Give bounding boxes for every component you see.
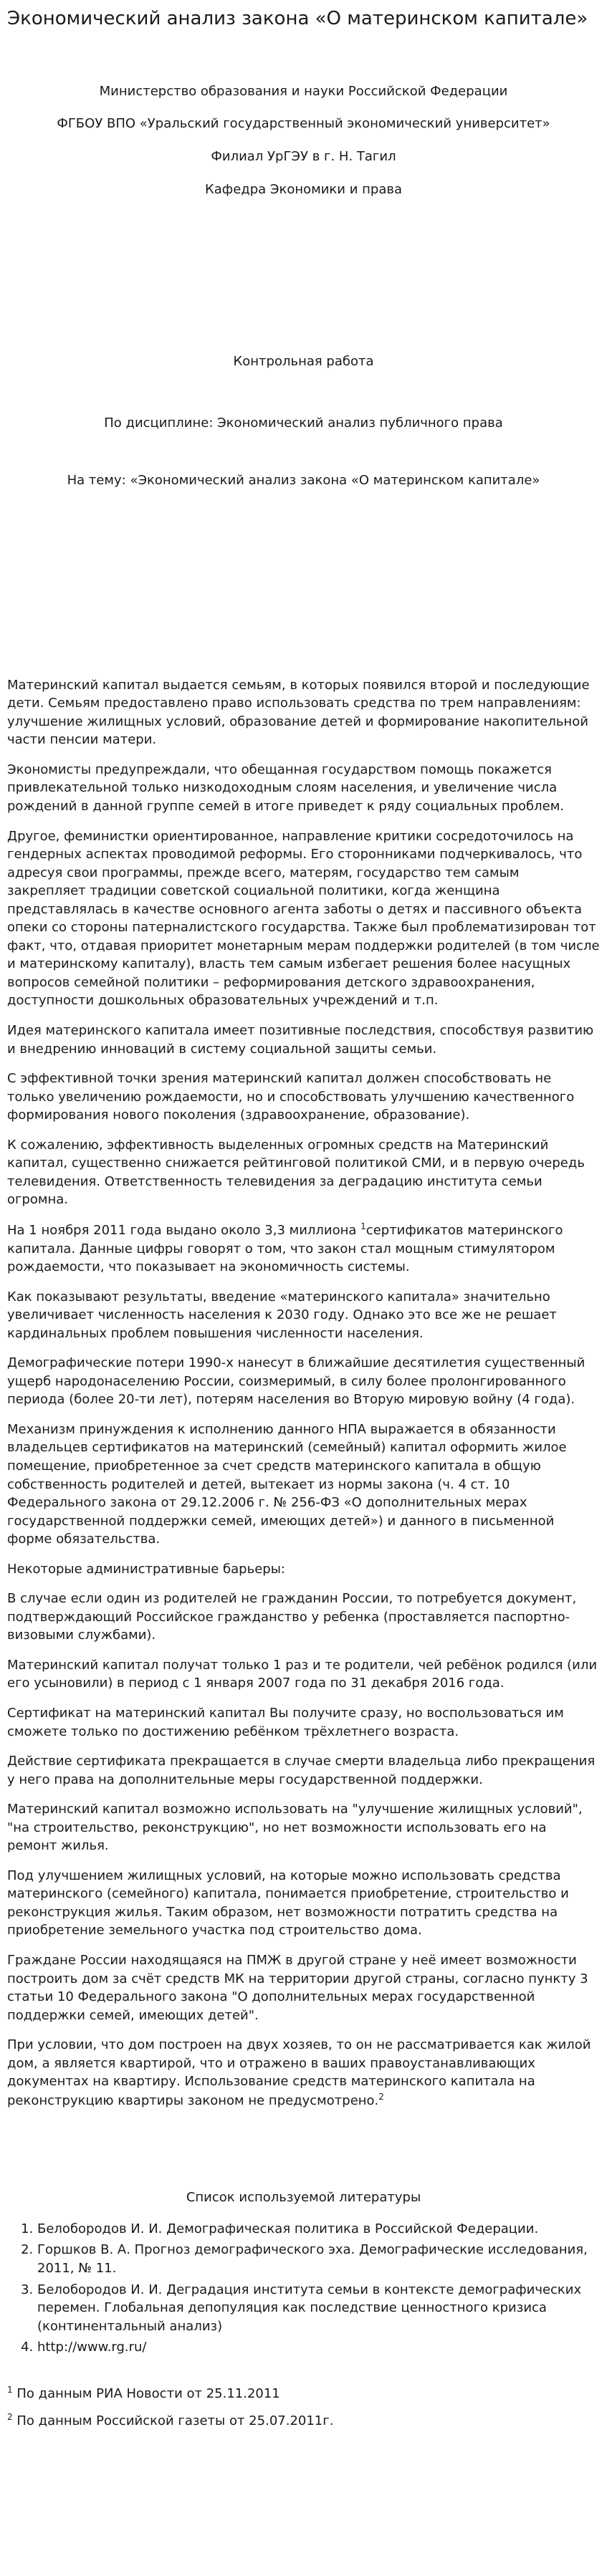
footnote-ref-1[interactable]: 1 [360, 1221, 366, 1231]
body-paragraph: Некоторые административные барьеры: [7, 1561, 285, 1577]
body-paragraph: К сожалению, эффективность выделенных огромных средств на Материнский капитал, существенно снижается рейтинговой политикой СМИ, и в первую очередь телевидения. Ответственность телевидения за деградацию института семьи огромна. [7, 1137, 585, 1208]
last-paragraph-text: При условии, что дом построен на двух хозяев, то он не рассматривается как жилой дом, а является квартирой, что и отражено в ваших правоустанавливающих документах на квартиру. Использование средств материнского капитала на реконструкцию квартиры законом не предусмотрено. [7, 2037, 591, 2108]
body-paragraph: Действие сертификата прекращается в случае смерти владельца либо прекращения у него права на дополнительные меры государственной поддержки. [7, 1754, 596, 1787]
page-title: Экономический анализ закона «О материнском капитале» [7, 8, 588, 29]
footnotes [7, 2384, 600, 2431]
footnote-1-number: 1 [7, 2384, 13, 2395]
discipline-line: По дисциплине: Экономический анализ публичного права [104, 415, 503, 431]
footnote-2-text: По данным Российской газеты от 25.07.2011г. [12, 2413, 334, 2429]
theme-line: На тему: «Экономический анализ закона «О материнском капитале» [67, 473, 540, 489]
department-line: Кафедра Экономики и права [205, 181, 402, 197]
body-paragraph: Демографические потери 1990-х нанесут в ближайшие десятилетия существенный ущерб народонаселению России, соизмеримый, в силу более пролонгированного периода (более 20-ти лет), потерям населения во Вторую мировую войну (4 года). [7, 1355, 586, 1408]
reference-item: 3. Белобородов И. И. Деградация института семьи в контексте демографических перемен. Глобальная депопуляция как последствие ценностного кризиса (континентальный анализ) [37, 2281, 600, 2336]
body-paragraph: Идея материнского капитала имеет позитивные последствия, способствуя развитию и внедрению инноваций в систему социальной защиты семьи. [7, 1023, 594, 1057]
body-paragraph: Экономисты предупреждали, что обещанная государством помощь покажется привлекательной только низкодоходным слоям населения, и увеличение числа рождений в данной группе семей в итоге приведет к ряду социальных проблем. [7, 761, 565, 814]
document-body [7, 676, 600, 2110]
body-paragraph: Механизм принуждения к исполнению данного НПА выражается в обязанности владельцев сертификатов на материнский (семейный) капитал оформить жилое помещение, приобретенное за счет средств материнского капитала в общую собственность родителей и детей, вытекает из нормы закона (ч. 4 ст. 10 Федерального закона от 29.12.2006 г. № 256-ФЗ «О дополнительных мерах государственной поддержки семей, имеющих детей») и данного в письменной форме обязательства. [7, 1421, 567, 1547]
body-paragraph: Материнский капитал выдается семьям, в которых появился второй и последующие дети. Семьям предоставлено право использовать средства по трем направлениям: улучшение жилищных условий, образование детей и формирование накопительной части пенсии матери. [7, 677, 590, 748]
body-paragraph: Другое, феминистки ориентированное, направление критики сосредоточилось на гендерных аспектах проводимой реформы. Его сторонниками подчеркивалось, что адресуя свои программы, прежде всего, матерям, государство тем самым закрепляет традиции советской социальной политики, когда женщина представлялась в качестве основного агента заботы о детях и пассивного объекта опеки со стороны патерналистского государства. Также был проблематизирован тот факт, что, отдавая приоритет монетарным мерам поддержки родителей (в том числе и материнскому капиталу), власть тем самым избегает решения более насущных вопросов семейной политики – реформирования детского здравоохранения, доступности дошкольных образовательных учреждений и т.п. [7, 828, 600, 1009]
body-paragraph: С эффективной точки зрения материнский капитал должен способствовать не только увеличению рождаемости, но и способствовать улучшению качественного формирования нового поколения (здравоохранение, образование). [7, 1071, 575, 1123]
reference-item: 1. Белобородов И. И. Демографическая политика в Российской Федерации. [37, 2220, 600, 2239]
body-paragraph: Материнский капитал возможно использовать на "улучшение жилищных условий", "на строительство, реконструкцию", но нет возможности использовать его на ремонт жилья. [7, 1802, 583, 1854]
work-type: Контрольная работа [233, 354, 374, 370]
references-title: Список используемой литературы [186, 2190, 421, 2206]
certificates-text-after: сертификатов материнского капитала. Данные цифры говорят о том, что закон стал мощным стимулятором рождаемости, что показывает на экономичность системы. [7, 1222, 563, 1275]
body-paragraph: В случае если один из родителей не гражданин России, то потребуется документ, подтверждающий Российское гражданство у ребенка (проставляется паспортно-визовыми службами). [7, 1591, 577, 1643]
body-paragraph: Под улучшением жилищных условий, на которые можно использовать средства материнского (семейного) капитала, понимается приобретение, строительство и реконструкция жилья. Таким образом, нет возможности потратить средства на приобретение земельного участка под строительство дома. [7, 1868, 569, 1938]
ministry-line: Министерство образования и науки Российской Федерации [99, 83, 508, 99]
footnote-2-number: 2 [7, 2412, 13, 2423]
university-line: ФГБОУ ВПО «Уральский государственный экономический университет» [57, 116, 550, 132]
footnote-1-text: По данным РИА Новости от 25.11.2011 [12, 2385, 280, 2401]
branch-line: Филиал УрГЭУ в г. Н. Тагил [211, 149, 396, 164]
body-paragraph: Материнский капитал получат только 1 раз и те родители, чей ребёнок родился (или его усыновили) в период с 1 января 2007 года по 31 декабря 2016 года. [7, 1657, 598, 1691]
footnote-ref-2[interactable]: 2 [378, 2091, 384, 2102]
body-paragraph: Сертификат на материнский капитал Вы получите сразу, но воспользоваться им сможете только по достижению ребёнком трёхлетнего возраста. [7, 1705, 564, 1739]
last-paragraph [7, 2036, 600, 2110]
footnote-1 [7, 2384, 600, 2403]
body-paragraph: Как показывают результаты, введение «материнского капитала» значительно увеличивает численность населения к 2030 году. Однако это все же не решает кардинальных проблем повышения численности населения. [7, 1289, 557, 1341]
title-page-header [7, 82, 600, 198]
footnote-2 [7, 2411, 600, 2431]
references-list [7, 2220, 600, 2357]
body-paragraph: Граждане России находящаяся на ПМЖ в другой стране у неё имеет возможности построить дом за счёт средств МК на территории другой страны, согласно пункту 3 статьи 10 Федерального закона "О дополнительных мерах государственной поддержки семей, имеющих детей". [7, 1953, 588, 2023]
certificates-text-before: На 1 ноября 2011 года выдано около 3,3 миллиона [7, 1222, 361, 1238]
certificates-paragraph [7, 1221, 600, 1277]
reference-item: 2. Горшков В. А. Прогноз демографического эха. Демографические исследования, 2011, № 11. [37, 2241, 600, 2277]
reference-link[interactable]: 4. http://www.rg.ru/ [37, 2338, 600, 2357]
